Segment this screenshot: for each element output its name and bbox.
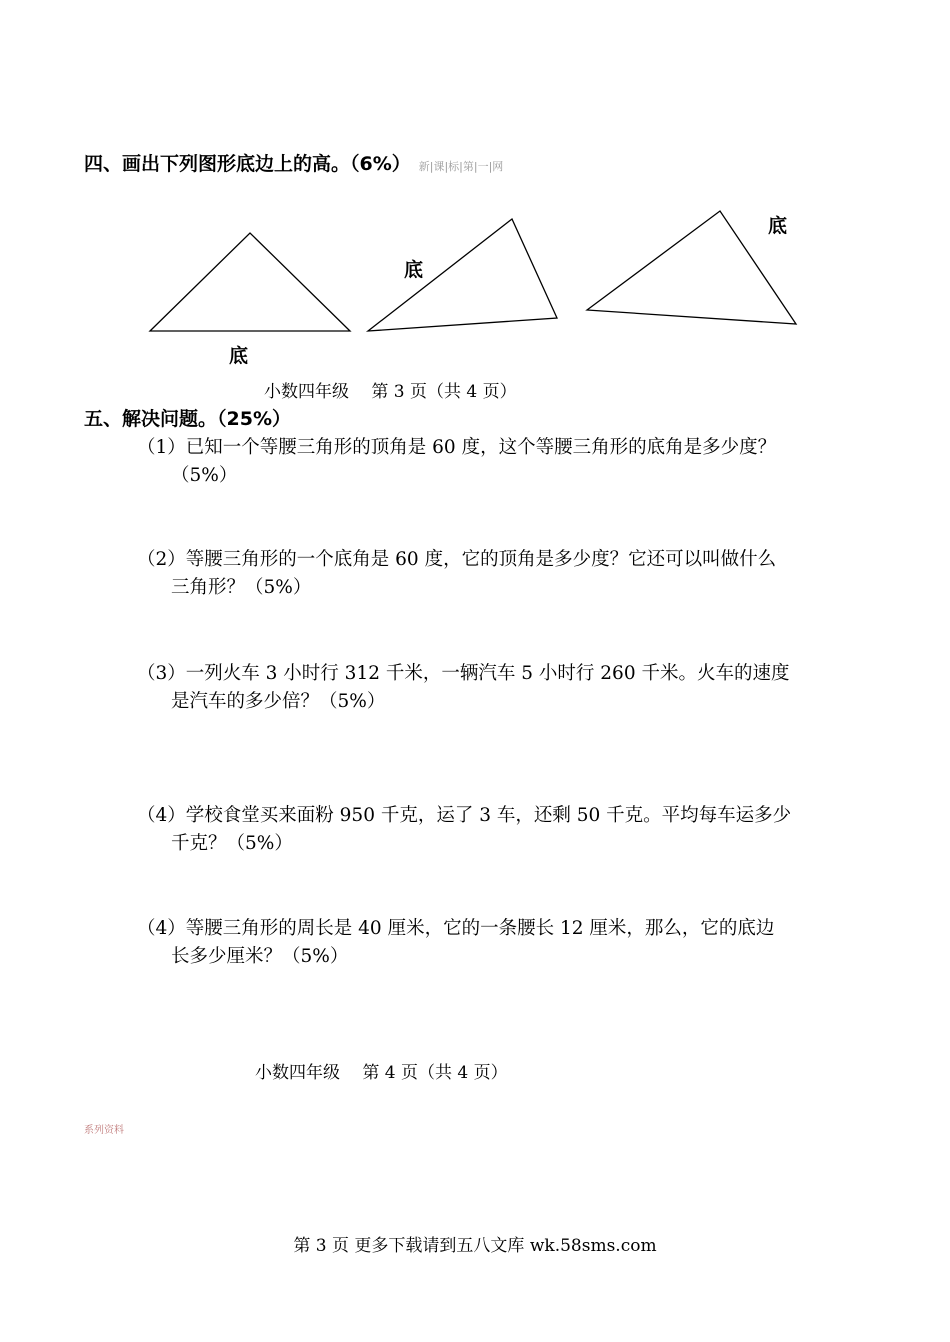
question-1	[137, 434, 776, 490]
page-footer-3: 小数四年级 第 3 页（共 4 页）	[264, 382, 517, 402]
section-5-title: 五、解决问题。（25%）	[84, 408, 291, 430]
question-4	[137, 802, 791, 858]
question-5	[137, 915, 774, 971]
question-text: （2）等腰三角形的一个底角是 60 度，它的顶角是多少度？它还可以叫做什么	[137, 549, 777, 570]
question-text-continued: 三角形？（5%）	[171, 577, 312, 598]
series-watermark: 系列资料	[84, 1125, 124, 1136]
question-text-continued: 是汽车的多少倍？（5%）	[171, 691, 386, 712]
question-text: （3）一列火车 3 小时行 312 千米，一辆汽车 5 小时行 260 千米。火车的速度	[137, 663, 790, 684]
download-footer: 第 3 页 更多下载请到五八文库 wk.58sms.com	[293, 1236, 657, 1256]
triangle-2-base-label: 底	[404, 259, 424, 281]
triangles-diagram	[0, 0, 950, 400]
watermark-text: 新|课|标|第|一|网	[418, 160, 504, 173]
question-text: （4）学校食堂买来面粉 950 千克，运了 3 车，还剩 50 千克。平均每车运多少	[137, 805, 792, 826]
question-text-continued: 千克？（5%）	[171, 833, 293, 854]
question-text-continued: 长多少厘米？（5%）	[171, 946, 349, 967]
question-text-continued: （5%）	[171, 465, 238, 486]
question-3	[137, 660, 789, 716]
question-text: （4）等腰三角形的周长是 40 厘米，它的一条腰长 12 厘米，那么，它的底边	[137, 918, 775, 939]
question-text: （1）已知一个等腰三角形的顶角是 60 度，这个等腰三角形的底角是多少度？	[137, 437, 777, 458]
triangle-1-base-label: 底	[229, 345, 249, 367]
page-footer-4: 小数四年级 第 4 页（共 4 页）	[255, 1063, 508, 1083]
section-4-title: 四、画出下列图形底边上的高。（6%）	[84, 153, 411, 175]
triangle-1	[150, 233, 350, 331]
triangle-3	[587, 211, 796, 324]
question-2	[137, 546, 776, 602]
triangle-3-base-label: 底	[768, 215, 788, 237]
triangle-2	[368, 219, 557, 331]
